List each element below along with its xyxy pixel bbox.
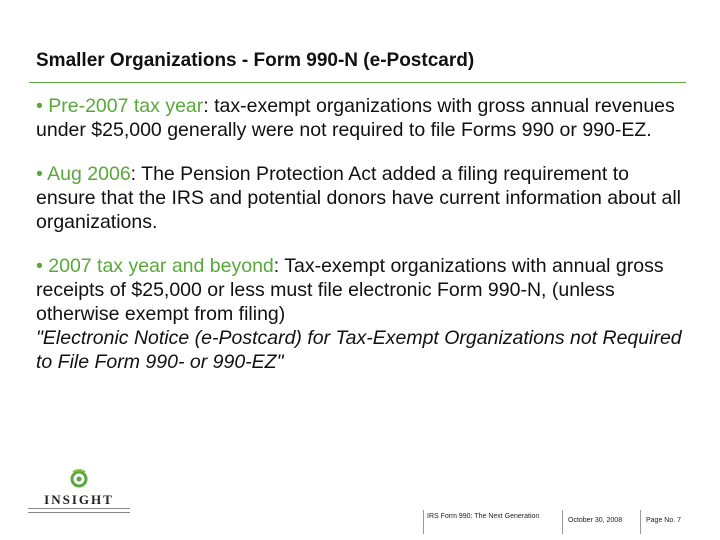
bullet-marker: • bbox=[36, 255, 43, 277]
bullet-list bbox=[36, 94, 686, 394]
form-quote: "Electronic Notice (e-Postcard) for Tax-Exempt Organizations not Required to File Form 990- or 990-EZ" bbox=[36, 327, 682, 373]
footer-divider bbox=[423, 510, 424, 534]
bullet-lead: Pre-2007 tax year bbox=[48, 95, 204, 117]
logo-tagline-lines bbox=[28, 508, 130, 518]
insight-logo bbox=[28, 468, 138, 523]
bullet-text: : The Pension Protection Act added a filing requirement to ensure that the IRS and potential donors have current information about all organizations. bbox=[36, 163, 681, 233]
slide-title: Smaller Organizations - Form 990-N (e-Postcard) bbox=[36, 50, 475, 71]
bullet-item bbox=[36, 254, 686, 374]
logo-wordmark: INSIGHT bbox=[44, 492, 114, 507]
footer-divider bbox=[562, 510, 563, 534]
title-divider bbox=[29, 82, 686, 83]
bullet-lead: 2007 tax year and beyond bbox=[48, 255, 274, 277]
logo-swirl-icon bbox=[28, 468, 130, 492]
footer-divider bbox=[640, 510, 641, 534]
footer-date: October 30, 2008 bbox=[568, 517, 623, 524]
bullet-marker: • bbox=[36, 95, 43, 117]
bullet-text: : Tax-exempt organizations with annual gross receipts of $25,000 or less must file electronic Form 990-N, (unless otherwise exempt from filing) bbox=[36, 255, 664, 325]
bullet-item bbox=[36, 162, 686, 234]
bullet-text: : tax-exempt organizations with gross annual revenues under $25,000 generally were not required to file Forms 990 or 990-EZ. bbox=[36, 95, 675, 141]
bullet-marker: • bbox=[36, 163, 43, 185]
bullet-lead: Aug 2006 bbox=[47, 163, 131, 185]
footer-page-number: Page No. 7 bbox=[646, 517, 682, 524]
footer-doc-title: IRS Form 990: The Next Generation bbox=[427, 513, 540, 520]
bullet-item bbox=[36, 94, 686, 142]
